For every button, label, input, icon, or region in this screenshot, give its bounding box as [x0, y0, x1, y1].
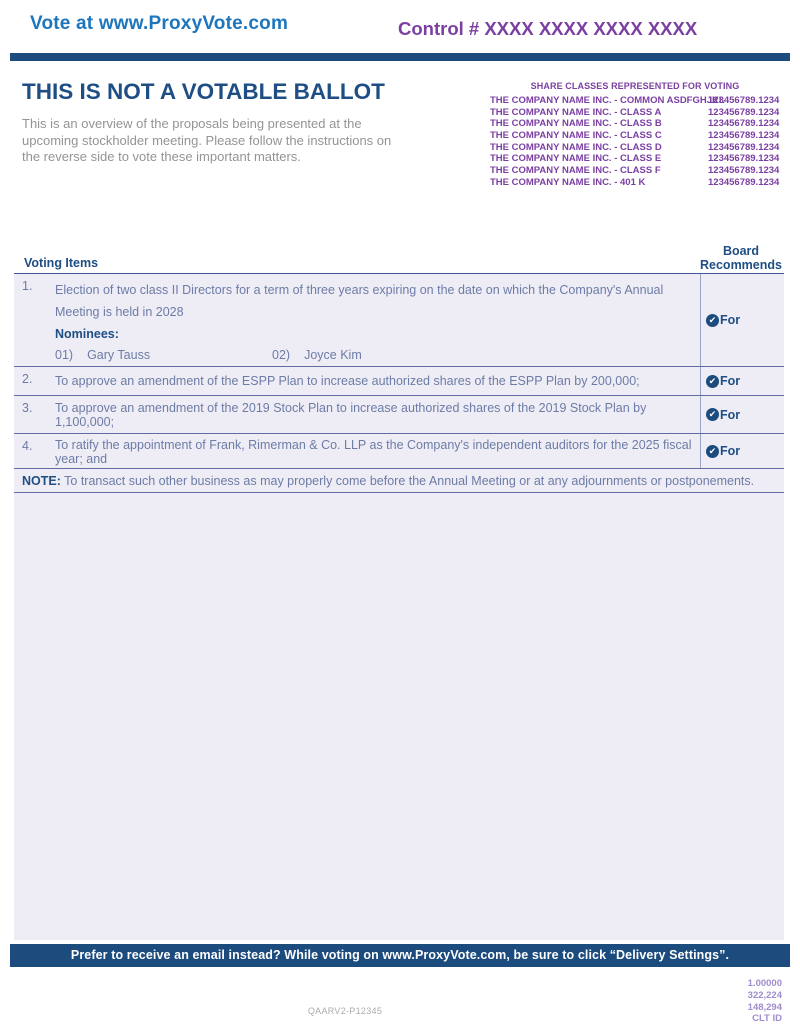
board-recommends-line1: Board	[722, 244, 760, 258]
nominee-name: Joyce Kim	[304, 348, 362, 362]
share-class-shares: 123456789.1234	[708, 165, 780, 177]
voting-rows	[14, 274, 784, 469]
item-text: To approve an amendment of the 2019 Stock Plan to increase authorized shares of the 2019 Stock Plan by 1,100,000;	[55, 401, 647, 429]
recommendation-label: For	[720, 444, 741, 458]
share-class-name: THE COMPANY NAME INC. - CLASS B	[490, 118, 662, 130]
form-code: QAARV2-P12345	[307, 1006, 383, 1016]
share-class-name: THE COMPANY NAME INC. - CLASS A	[490, 106, 662, 118]
share-class-name: THE COMPANY NAME INC. - 401 K	[490, 176, 646, 188]
page-title: THIS IS NOT A VOTABLE BALLOT	[22, 79, 385, 104]
recommendation-label: For	[720, 313, 741, 327]
item-number: 4.	[22, 439, 33, 453]
recommendation-label: For	[720, 374, 741, 388]
share-class-row	[490, 107, 780, 119]
checkmark-icon: ✔	[706, 445, 719, 458]
checkmark-icon: ✔	[706, 314, 719, 327]
item-description	[55, 367, 700, 395]
share-class-row	[490, 118, 780, 130]
board-recommendation	[700, 434, 784, 468]
document-meta	[748, 978, 782, 1025]
item-description	[55, 396, 700, 433]
voting-items-table	[14, 273, 784, 940]
voting-items-heading: Voting Items	[24, 256, 99, 270]
share-class-shares: 123456789.1234	[708, 95, 780, 106]
share-class-row	[490, 95, 780, 107]
board-recommendation	[700, 367, 784, 395]
header-divider	[10, 53, 790, 61]
nominees-list	[55, 345, 694, 366]
note-label: NOTE:	[22, 474, 61, 488]
share-class-shares: 123456789.1234	[708, 153, 780, 165]
share-class-name: THE COMPANY NAME INC. - COMMON ASDFGHJKL	[490, 95, 725, 106]
item-text: To approve an amendment of the ESPP Plan to increase authorized shares of the ESPP Plan by 200,000;	[55, 374, 640, 388]
share-class-name: THE COMPANY NAME INC. - CLASS F	[490, 165, 661, 177]
share-classes-panel	[490, 81, 780, 189]
intro-description: This is an overview of the proposals being presented at the upcoming stockholder meeting. Please follow the instructions on the reverse side to vote these important matters.	[22, 116, 392, 164]
share-class-shares: 123456789.1234	[708, 141, 780, 153]
share-class-row	[490, 142, 780, 154]
note-body: To transact such other business as may properly come before the Annual Meeting or at any adjournments or postponements.	[64, 474, 755, 488]
recommendation-label: For	[720, 407, 741, 422]
checkmark-icon: ✔	[706, 375, 719, 388]
nominee-number: 01)	[55, 348, 74, 362]
item-text: Election of two class II Directors for a term of three years expiring on the date on which the Company's Annual Meeting is held in 2028	[55, 283, 664, 319]
share-class-row	[490, 165, 780, 177]
meta-line: CLT ID	[752, 1013, 782, 1025]
voting-item-row	[14, 396, 784, 434]
share-class-shares: 123456789.1234	[708, 130, 780, 142]
board-recommendation	[700, 396, 784, 433]
control-number: Control # XXXX XXXX XXXX XXXX	[398, 18, 698, 39]
item-number: 1.	[22, 279, 33, 293]
share-class-name: THE COMPANY NAME INC. - CLASS D	[490, 141, 662, 153]
email-preference-banner: Prefer to receive an email instead? While voting on www.ProxyVote.com, be sure to click “Delivery Settings”.	[10, 944, 790, 967]
item-description	[55, 274, 700, 366]
proxyvote-url-link[interactable]: Vote at www.ProxyVote.com	[30, 13, 289, 34]
item-number: 3.	[22, 401, 33, 415]
item-number: 2.	[22, 372, 33, 386]
nominee-number: 02)	[272, 348, 291, 362]
nominees-label: Nominees:	[55, 327, 119, 341]
meta-line: 148,294	[747, 1001, 782, 1013]
nominee-name: Gary Tauss	[87, 348, 151, 362]
note-row	[14, 469, 784, 493]
board-recommends-heading	[700, 245, 782, 272]
share-class-name: THE COMPANY NAME INC. - CLASS C	[490, 130, 662, 142]
voting-item-row	[14, 367, 784, 396]
voting-item-row	[14, 274, 784, 367]
share-class-row	[490, 177, 780, 189]
item-description	[55, 434, 700, 468]
share-class-name: THE COMPANY NAME INC. - CLASS E	[490, 153, 662, 165]
share-class-shares: 123456789.1234	[708, 118, 780, 130]
checkmark-icon: ✔	[706, 408, 719, 421]
meta-line: 1.00000	[747, 978, 782, 989]
meta-line: 322,224	[747, 989, 782, 1001]
board-recommendation	[700, 274, 784, 366]
nominee	[55, 345, 272, 366]
share-class-row	[490, 130, 780, 142]
share-class-row	[490, 153, 780, 165]
voting-item-row	[14, 434, 784, 469]
share-class-shares: 123456789.1234	[708, 106, 780, 118]
share-class-shares: 123456789.1234	[708, 176, 780, 188]
share-classes-heading: SHARE CLASSES REPRESENTED FOR VOTING	[530, 81, 740, 91]
share-classes-list	[490, 95, 780, 189]
item-text: To ratify the appointment of Frank, Rimerman & Co. LLP as the Company's independent auditors for the 2025 fiscal year; and	[55, 438, 692, 466]
nominee	[272, 345, 362, 366]
board-recommends-line2: Recommends	[700, 257, 782, 272]
